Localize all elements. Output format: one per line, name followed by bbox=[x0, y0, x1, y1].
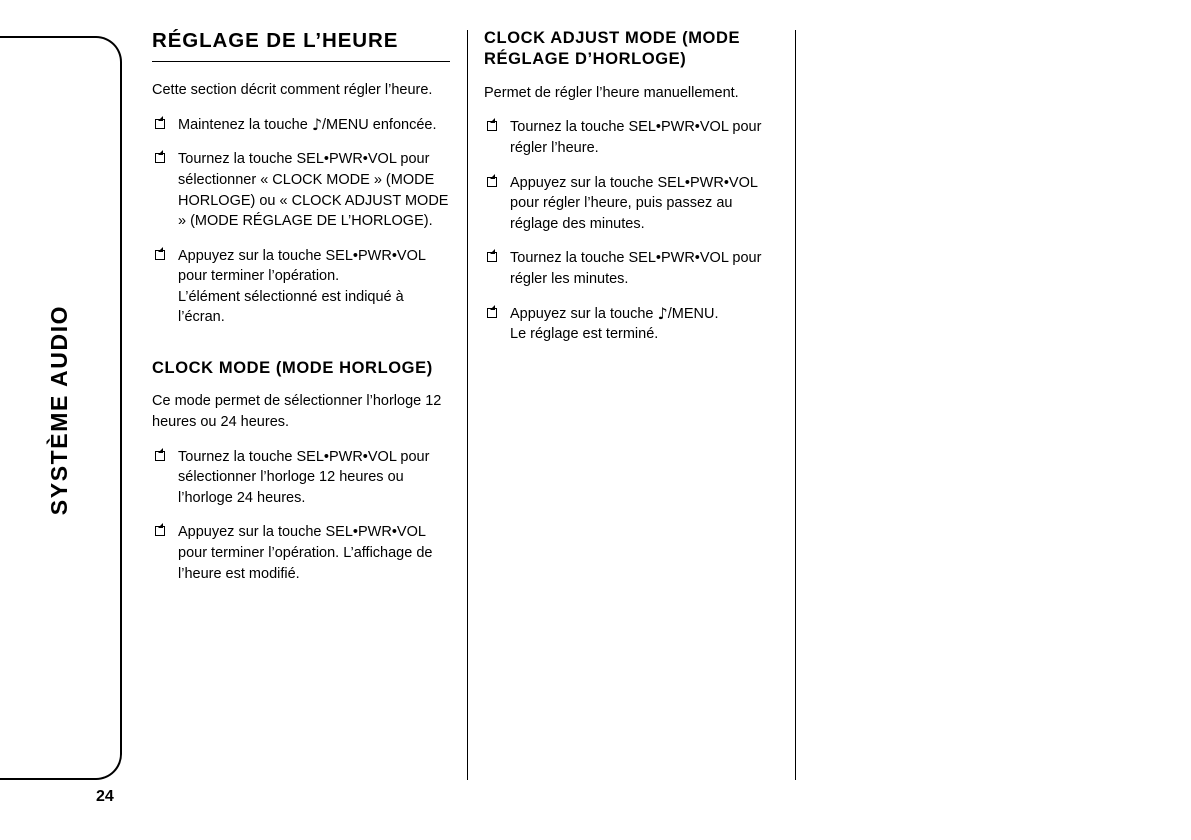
list-item bbox=[152, 246, 450, 328]
list-item-text: Tournez la touche SEL•PWR•VOL pour sélectionner l’horloge 12 heures ou l’horloge 24 heures. bbox=[178, 448, 430, 506]
list-item bbox=[152, 115, 450, 136]
music-note-icon: ♪ bbox=[657, 303, 668, 323]
list-item bbox=[152, 447, 450, 509]
list-item bbox=[152, 522, 450, 584]
column-divider-left bbox=[467, 30, 468, 780]
procedure-list-right bbox=[484, 117, 782, 344]
list-item bbox=[484, 173, 782, 235]
title-underline bbox=[152, 61, 450, 62]
square-bullet-icon bbox=[487, 252, 497, 262]
list-item bbox=[152, 149, 450, 231]
column-divider-right bbox=[795, 30, 796, 780]
intro-paragraph-right: Permet de régler l’heure manuellement. bbox=[484, 84, 739, 101]
list-item-text: Appuyez sur la touche SEL•PWR•VOL pour régler l’heure, puis passez au réglage des minutes. bbox=[510, 174, 758, 232]
list-item-text-secondary: L’élément sélectionné est indiqué à l’écran. bbox=[178, 288, 404, 326]
list-item bbox=[484, 117, 782, 158]
page-number: 24 bbox=[96, 788, 114, 805]
list-item-text-cont: /MENU. bbox=[667, 305, 719, 322]
list-item-text: Appuyez sur la touche SEL•PWR•VOL pour terminer l’opération. L’affichage de l’heure est modifié. bbox=[178, 524, 433, 582]
chapter-title-vertical: SYSTÈME AUDIO bbox=[45, 304, 72, 516]
section-title-clock-adjust: CLOCK ADJUST MODE (MODE RÉGLAGE D’HORLOGE) bbox=[484, 29, 741, 69]
square-bullet-icon bbox=[155, 250, 165, 260]
subsection-intro: Ce mode permet de sélectionner l’horloge 12 heures ou 24 heures. bbox=[152, 393, 442, 431]
square-bullet-icon bbox=[155, 526, 165, 536]
square-bullet-icon bbox=[487, 177, 497, 187]
square-bullet-icon bbox=[155, 153, 165, 163]
square-bullet-icon bbox=[487, 308, 497, 318]
square-bullet-icon bbox=[487, 121, 497, 131]
square-bullet-icon bbox=[155, 119, 165, 129]
column-right bbox=[484, 28, 782, 359]
list-item-text-cont: /MENU enfoncée. bbox=[322, 116, 437, 133]
procedure-list-clock-mode bbox=[152, 447, 450, 584]
list-item-text: Appuyez sur la touche SEL•PWR•VOL pour terminer l’opération. bbox=[178, 247, 426, 285]
intro-paragraph: Cette section décrit comment régler l’heure. bbox=[152, 82, 433, 99]
list-item-text-secondary: Le réglage est terminé. bbox=[510, 326, 659, 343]
procedure-list-left bbox=[152, 115, 450, 328]
subsection-title: CLOCK MODE (MODE HORLOGE) bbox=[152, 359, 433, 378]
list-item-text: Tournez la touche SEL•PWR•VOL pour régler l’heure. bbox=[510, 119, 762, 157]
column-left bbox=[152, 28, 450, 598]
chapter-tab bbox=[0, 36, 122, 780]
list-item bbox=[484, 304, 782, 345]
page-title: RÉGLAGE DE L’HEURE bbox=[152, 29, 399, 52]
list-item bbox=[484, 248, 782, 289]
list-item-text: Tournez la touche SEL•PWR•VOL pour régler les minutes. bbox=[510, 250, 762, 287]
square-bullet-icon bbox=[155, 451, 165, 461]
list-item-text: Appuyez sur la touche bbox=[510, 305, 658, 322]
list-item-text: Tournez la touche SEL•PWR•VOL pour sélectionner « CLOCK MODE » (MODE HORLOGE) ou « CLOCK ADJUST MODE » (MODE RÉGLAGE DE L’HORLOGE). bbox=[178, 151, 449, 230]
music-note-icon: ♪ bbox=[311, 114, 323, 134]
list-item-text: Maintenez la touche bbox=[178, 116, 312, 133]
